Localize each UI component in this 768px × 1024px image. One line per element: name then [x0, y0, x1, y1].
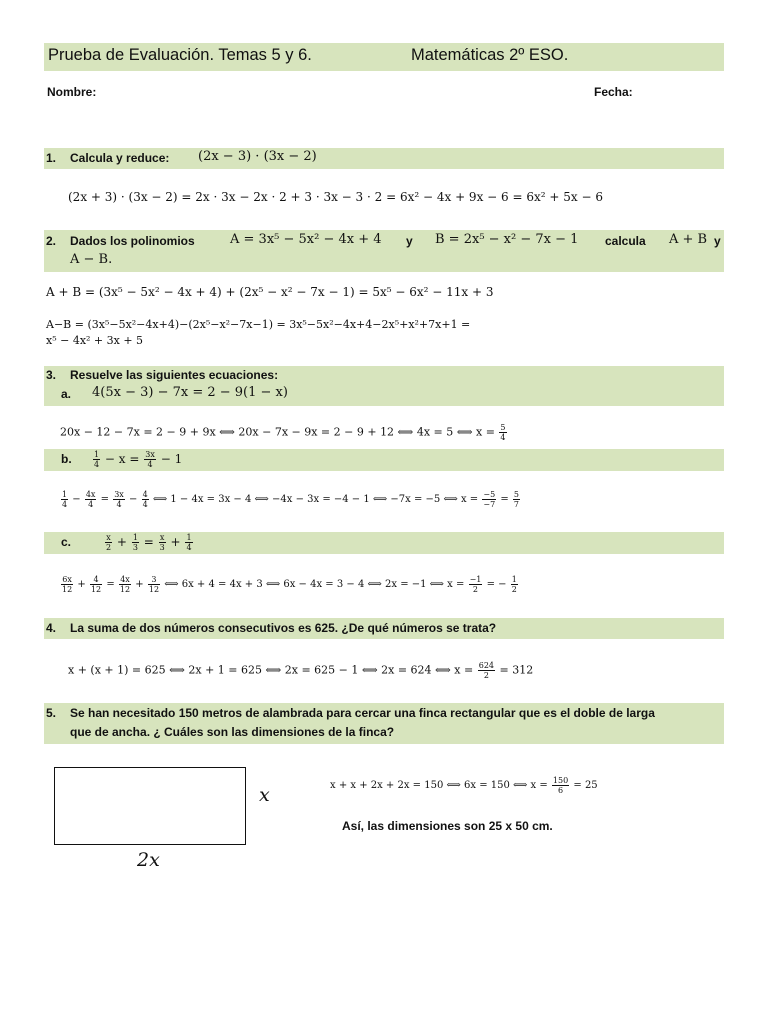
q3c-frac-1-num: x — [106, 533, 111, 542]
q3c-s-frac-1 — [61, 575, 73, 594]
q3c-s-frac-4-num: 3 — [148, 575, 160, 585]
q5-number: 5. — [46, 706, 57, 720]
q3b-band — [44, 449, 724, 471]
q3c-s-plus-2: + — [135, 579, 144, 590]
q3a-result — [499, 423, 506, 442]
q3b-s-frac-2-den: 4 — [88, 500, 94, 509]
q3c-s-frac-3-num: 4x — [120, 575, 130, 584]
q3-number: 3. — [46, 368, 57, 382]
q5-result-den: 6 — [558, 786, 564, 795]
title-band — [44, 43, 724, 71]
q2-sum-expr: A + B — [669, 232, 708, 247]
q3b-s-frac-5 — [482, 490, 496, 509]
q2-poly-a: A = 3x⁵ − 5x² − 4x + 4 — [230, 232, 382, 247]
q3c-s-frac-1-num: 6x — [62, 575, 72, 584]
q3c-frac-1 — [105, 533, 112, 552]
q3c-s-rest: ⟺ 6x + 4 = 4x + 3 ⟺ 6x − 4x = 3 − 4 ⟺ 2x = −1 ⟺ x = — [164, 579, 465, 590]
q3c-s-frac-5-num: −1 — [469, 575, 482, 584]
q5-result — [552, 776, 569, 795]
q3b-label: b. — [61, 452, 72, 466]
q5-result-tail: = 25 — [573, 780, 598, 791]
q3b-s-frac-4 — [142, 490, 149, 509]
q5-prompt-2: que de ancha. ¿ Cuáles son las dimensiones de la finca? — [70, 725, 395, 739]
q3b-s-frac-1-num: 1 — [62, 490, 68, 499]
q3b-mid: − x = — [104, 452, 140, 466]
q4-result-den: 2 — [483, 671, 489, 680]
q3b-s-frac-6 — [513, 490, 520, 509]
q3c-s-eq-2: = − — [486, 579, 507, 590]
q3b-frac-1-den: 4 — [94, 460, 100, 469]
q3b-s-frac-2 — [85, 490, 97, 509]
q3b-s-frac-6-den: 7 — [513, 500, 520, 509]
q1-expression: (2x − 3) · (3x − 2) — [198, 149, 317, 164]
q5-solution — [330, 776, 598, 795]
q4-result — [478, 661, 495, 680]
q3a-expression: 4(5x − 3) − 7x = 2 − 9(1 − x) — [92, 385, 288, 400]
q3b-s-frac-6-num: 5 — [513, 490, 520, 499]
q2-prompt: Dados los polinomios — [70, 234, 195, 248]
q3c-s-frac-2-num: 4 — [90, 575, 102, 585]
field-rectangle — [54, 767, 246, 845]
q3-prompt: Resuelve las siguientes ecuaciones: — [70, 368, 279, 382]
name-label: Nombre: — [47, 85, 97, 99]
q5-result-num: 150 — [552, 776, 569, 785]
q3c-s-frac-2-den: 12 — [90, 585, 102, 594]
q4-band — [44, 618, 724, 639]
q2-diff-solution-2: x⁵ − 4x² + 3x + 5 — [46, 334, 144, 347]
q3c-plus-2: + — [170, 535, 181, 549]
q3c-frac-4-num: 1 — [186, 533, 192, 542]
q3c-frac-3-den: 3 — [159, 543, 165, 552]
q2-number: 2. — [46, 234, 57, 248]
q5-conclusion: Así, las dimensiones son 25 x 50 cm. — [342, 819, 553, 833]
q3c-s-frac-2 — [90, 575, 102, 594]
q5-prompt-1: Se han necesitado 150 metros de alambrada para cercar una finca rectangular que es el doble de larga — [70, 706, 655, 720]
q1-number: 1. — [46, 151, 57, 165]
rect-width-label: 2x — [137, 849, 160, 871]
q3c-eq: = — [143, 535, 154, 549]
q3c-s-frac-6-den: 2 — [511, 585, 517, 594]
q3b-solution — [60, 490, 521, 509]
date-label: Fecha: — [594, 85, 633, 99]
q3c-expression — [104, 533, 194, 552]
q3a-result-num: 5 — [500, 423, 506, 432]
q3b-s-frac-2-num: 4x — [85, 490, 96, 499]
q3b-s-minus: − — [72, 494, 84, 505]
exam-title: Prueba de Evaluación. Temas 5 y 6. — [48, 46, 312, 64]
q5-band — [44, 703, 724, 744]
q2-sum-solution: A + B = (3x⁵ − 5x² − 4x + 4) + (2x⁵ − x² − 7x − 1) = 5x⁵ − 6x² − 11x + 3 — [46, 285, 494, 299]
q2-diff-solution-1: A−B = (3x⁵−5x²−4x+4)−(2x⁵−x²−7x−1) = 3x⁵−5x²−4x+4−2x⁵+x²+7x+1 = — [46, 318, 471, 331]
q3c-s-frac-3-den: 12 — [119, 585, 131, 594]
q3c-s-frac-4-den: 12 — [148, 585, 160, 594]
q3c-frac-2-num: 1 — [132, 533, 138, 542]
q3c-band — [44, 532, 724, 554]
q3b-frac-1 — [93, 450, 100, 469]
q3b-s-frac-1 — [61, 490, 68, 509]
q2-calcula: calcula — [605, 234, 646, 248]
q3c-s-frac-6 — [511, 575, 518, 594]
q3a-label: a. — [61, 387, 72, 401]
q3c-frac-4-den: 4 — [186, 543, 192, 552]
q3b-end: − 1 — [160, 452, 183, 466]
q3c-s-frac-4 — [148, 575, 160, 594]
q4-result-num: 624 — [478, 661, 495, 670]
q3a-result-den: 4 — [500, 433, 506, 442]
q3b-s-frac-4-den: 4 — [142, 500, 148, 509]
q4-prompt: La suma de dos números consecutivos es 625. ¿De qué números se trata? — [70, 621, 497, 635]
q3c-frac-4 — [185, 533, 192, 552]
q3c-plus-1: + — [116, 535, 127, 549]
subject-title: Matemáticas 2º ESO. — [411, 46, 569, 64]
q2-band — [44, 230, 724, 272]
q3c-frac-1-den: 2 — [106, 543, 112, 552]
q3c-frac-2-den: 3 — [132, 543, 138, 552]
q3b-s-frac-3-den: 4 — [116, 500, 122, 509]
rect-height-label: x — [259, 784, 270, 806]
q1-solution: (2x + 3) · (3x − 2) = 2x · 3x − 2x · 2 + 3 · 3x − 3 · 2 = 6x² − 4x + 9x − 6 = 6x² + 5x − 6 — [68, 190, 603, 204]
q3c-s-eq: = — [106, 579, 115, 590]
q2-diff-expr: A − B. — [70, 252, 113, 267]
q3c-s-plus-1: + — [77, 579, 86, 590]
q5-solution-text: x + x + 2x + 2x = 150 ⟺ 6x = 150 ⟺ x = — [330, 780, 548, 791]
q3c-s-frac-6-num: 1 — [511, 575, 517, 584]
q2-conj2: y — [714, 234, 721, 248]
q3b-s-frac-3 — [113, 490, 125, 509]
q3b-s-eq: = — [100, 494, 110, 505]
q3c-s-frac-5 — [469, 575, 483, 594]
q3b-frac-2 — [144, 450, 156, 469]
q3c-s-frac-3 — [119, 575, 131, 594]
q4-result-tail: = 312 — [499, 663, 534, 677]
q3b-s-frac-5-den: −7 — [483, 500, 496, 509]
q3c-frac-3 — [159, 533, 166, 552]
q3b-expression — [92, 450, 182, 469]
q3b-s-eq-2: = — [500, 494, 509, 505]
q4-solution-text: x + (x + 1) = 625 ⟺ 2x + 1 = 625 ⟺ 2x = 625 − 1 ⟺ 2x = 624 ⟺ x = — [68, 663, 474, 677]
q2-conj: y — [406, 234, 413, 248]
q3a-solution-text: 20x − 12 − 7x = 2 − 9 + 9x ⟺ 20x − 7x − 9x = 2 − 9 + 12 ⟺ 4x = 5 ⟺ x = — [60, 425, 495, 439]
q1-prompt: Calcula y reduce: — [70, 151, 170, 165]
q3c-s-frac-5-den: 2 — [472, 585, 479, 594]
q3b-s-rest: ⟺ 1 − 4x = 3x − 4 ⟺ −4x − 3x = −4 − 1 ⟺ −7x = −5 ⟺ x = — [152, 494, 479, 505]
q3b-frac-2-den: 4 — [147, 460, 153, 469]
q3c-frac-2 — [132, 533, 139, 552]
q3c-solution — [60, 575, 519, 594]
q3c-label: c. — [61, 535, 72, 549]
q3b-frac-2-num: 3x — [145, 450, 155, 459]
q3b-s-frac-4-num: 4 — [142, 490, 148, 499]
q3a-solution — [60, 423, 508, 442]
q4-number: 4. — [46, 621, 57, 635]
q3c-s-frac-1-den: 12 — [62, 585, 73, 594]
q2-poly-b: B = 2x⁵ − x² − 7x − 1 — [435, 232, 579, 247]
q3c-frac-3-num: x — [159, 533, 165, 542]
q3b-s-frac-3-num: 3x — [114, 490, 124, 499]
q1-band — [44, 148, 724, 169]
q3b-s-minus-2: − — [129, 494, 138, 505]
q3b-s-frac-5-num: −5 — [483, 490, 496, 499]
q3b-s-frac-1-den: 4 — [62, 500, 68, 509]
q3-band — [44, 366, 724, 406]
q3b-frac-1-num: 1 — [94, 450, 100, 459]
q4-solution — [68, 661, 533, 680]
